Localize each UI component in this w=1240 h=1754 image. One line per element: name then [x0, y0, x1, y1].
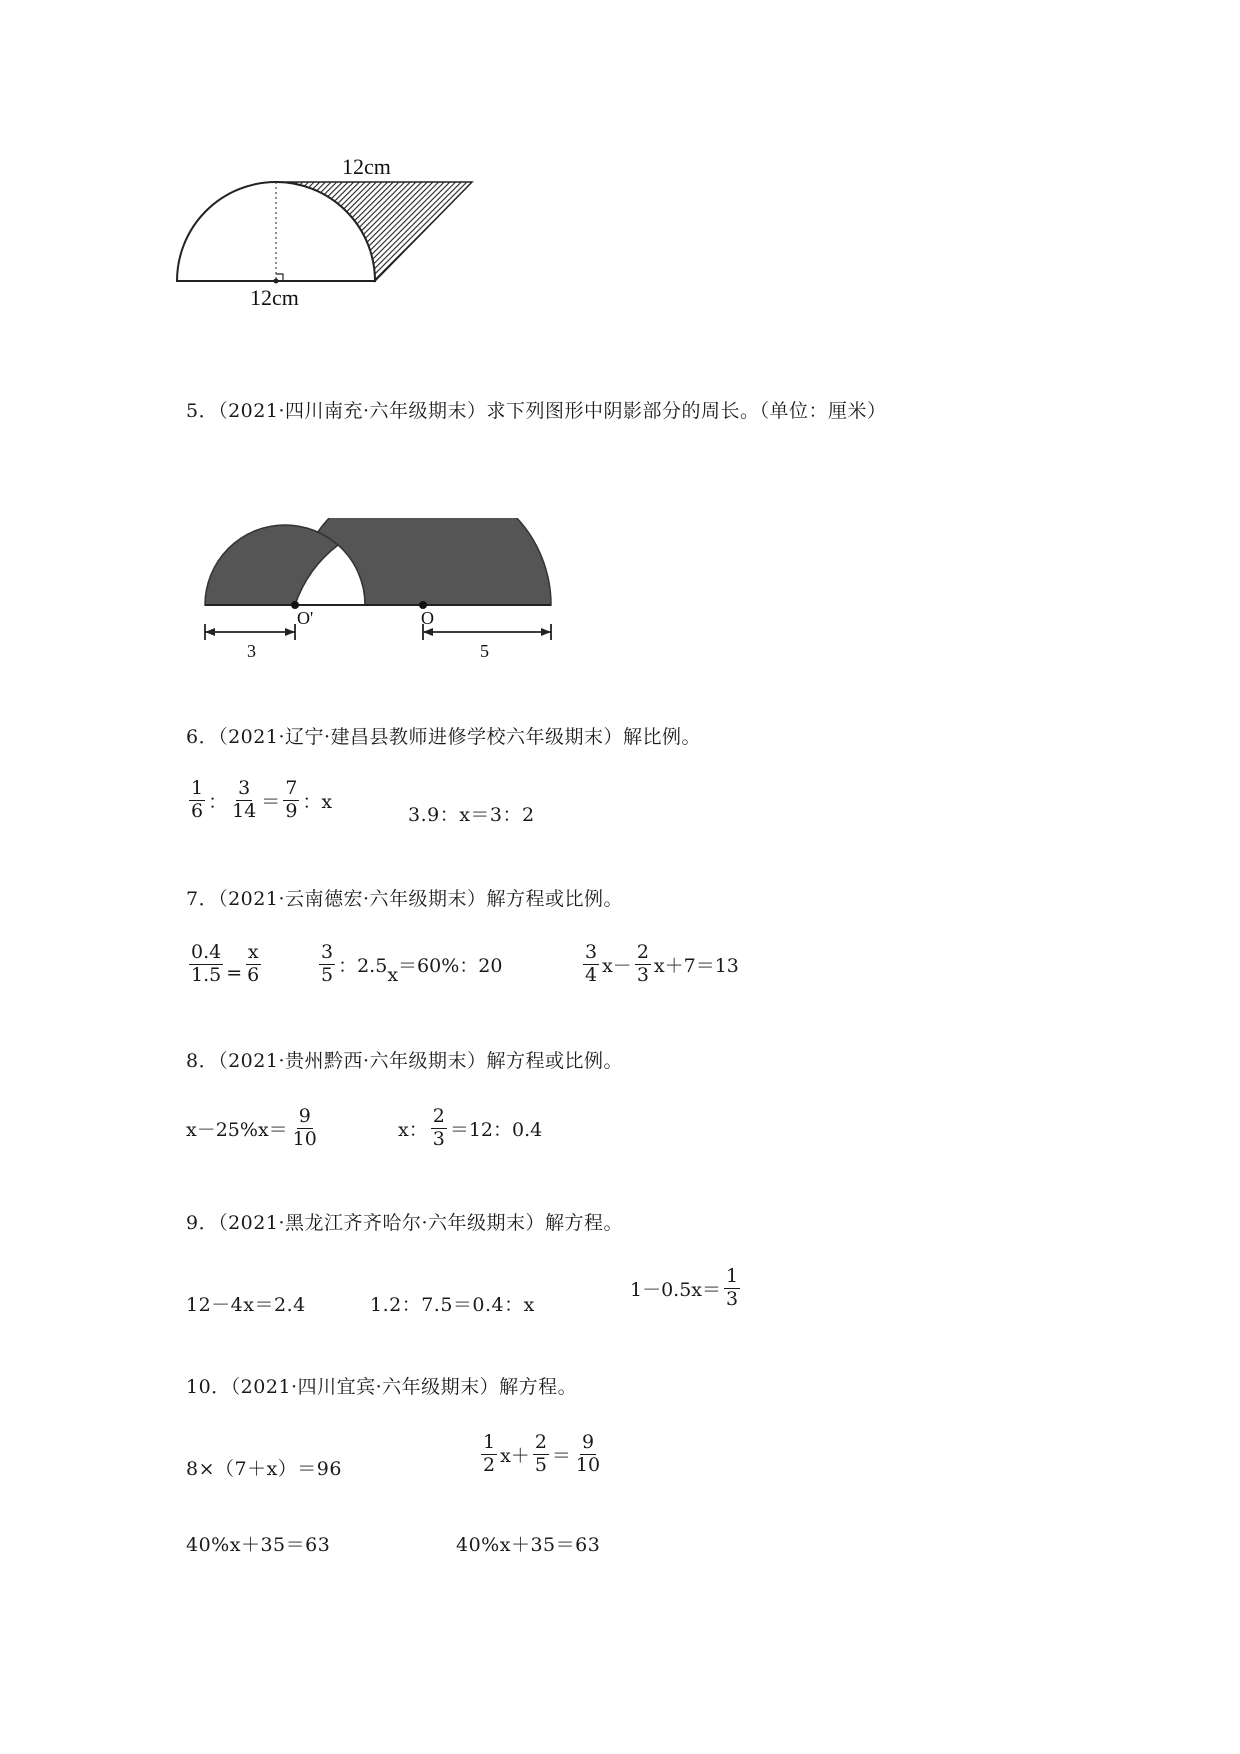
- q9-equation-3: 1－0.5x＝ $\frac{1}{3}$: [630, 1265, 739, 1310]
- q10-equation-1: 8×（7＋x）＝96: [186, 1458, 342, 1480]
- dim-left-label: 3: [247, 641, 256, 661]
- q9-equation-2: 1.2：7.5＝0.4：x: [370, 1294, 535, 1316]
- question-8-text: 8．（2021·贵州黔西·六年级期末）解方程或比例。: [186, 1050, 624, 1072]
- q6-equation-2: 3.9：x＝3：2: [408, 804, 535, 826]
- dim-right-label: 5: [480, 641, 489, 661]
- q9-equation-1: 12－4x＝2.4: [186, 1294, 306, 1316]
- q10-equation-4: 40%x＋35＝63: [456, 1534, 601, 1556]
- two-semicircles-figure: [195, 518, 565, 668]
- question-7-text: 7．（2021·云南德宏·六年级期末）解方程或比例。: [186, 888, 624, 910]
- q6-equation-1: $\frac{1}{6}$ ： $\frac{3}{14}$ ＝ $\frac{7}{9}$ ：x: [191, 777, 333, 822]
- q8-equation-2: x： $\frac{2}{3}$ ＝12：0.4: [398, 1105, 543, 1150]
- question-9-text: 9．（2021·黑龙江齐齐哈尔·六年级期末）解方程。: [186, 1212, 624, 1234]
- question-5-text: 5．（2021·四川南充·六年级期末）求下列图形中阴影部分的周长。（单位：厘米）: [186, 400, 887, 422]
- center-dot: [274, 279, 279, 284]
- top-length-label: 12cm: [342, 154, 391, 179]
- q10-equation-3: 40%x＋35＝63: [186, 1534, 331, 1556]
- semicircle-trapezoid-figure: [170, 150, 490, 320]
- q7-equation-1: $\frac{0.4}{1.5}$ = $\frac{x}{6}$: [191, 941, 260, 986]
- o-prime-label: O': [297, 608, 314, 628]
- o-label: O: [421, 608, 434, 628]
- q10-equation-2: $\frac{1}{2}$ x＋ $\frac{2}{5}$ ＝ $\frac{9}{10}$: [483, 1431, 601, 1476]
- q8-equation-1: x－25%x＝ $\frac{9}{10}$: [186, 1105, 317, 1150]
- q7-equation-3: $\frac{3}{4}$ x－ $\frac{2}{3}$ x＋7＝13: [585, 941, 739, 986]
- question-10-text: 10．（2021·四川宜宾·六年级期末）解方程。: [186, 1376, 578, 1398]
- bottom-length-label: 12cm: [250, 285, 299, 310]
- q7-equation-2: $\frac{3}{5}$ ：2.5 x ＝60%：20: [321, 941, 503, 987]
- question-6-text: 6．（2021·辽宁·建昌县教师进修学校六年级期末）解比例。: [186, 726, 702, 748]
